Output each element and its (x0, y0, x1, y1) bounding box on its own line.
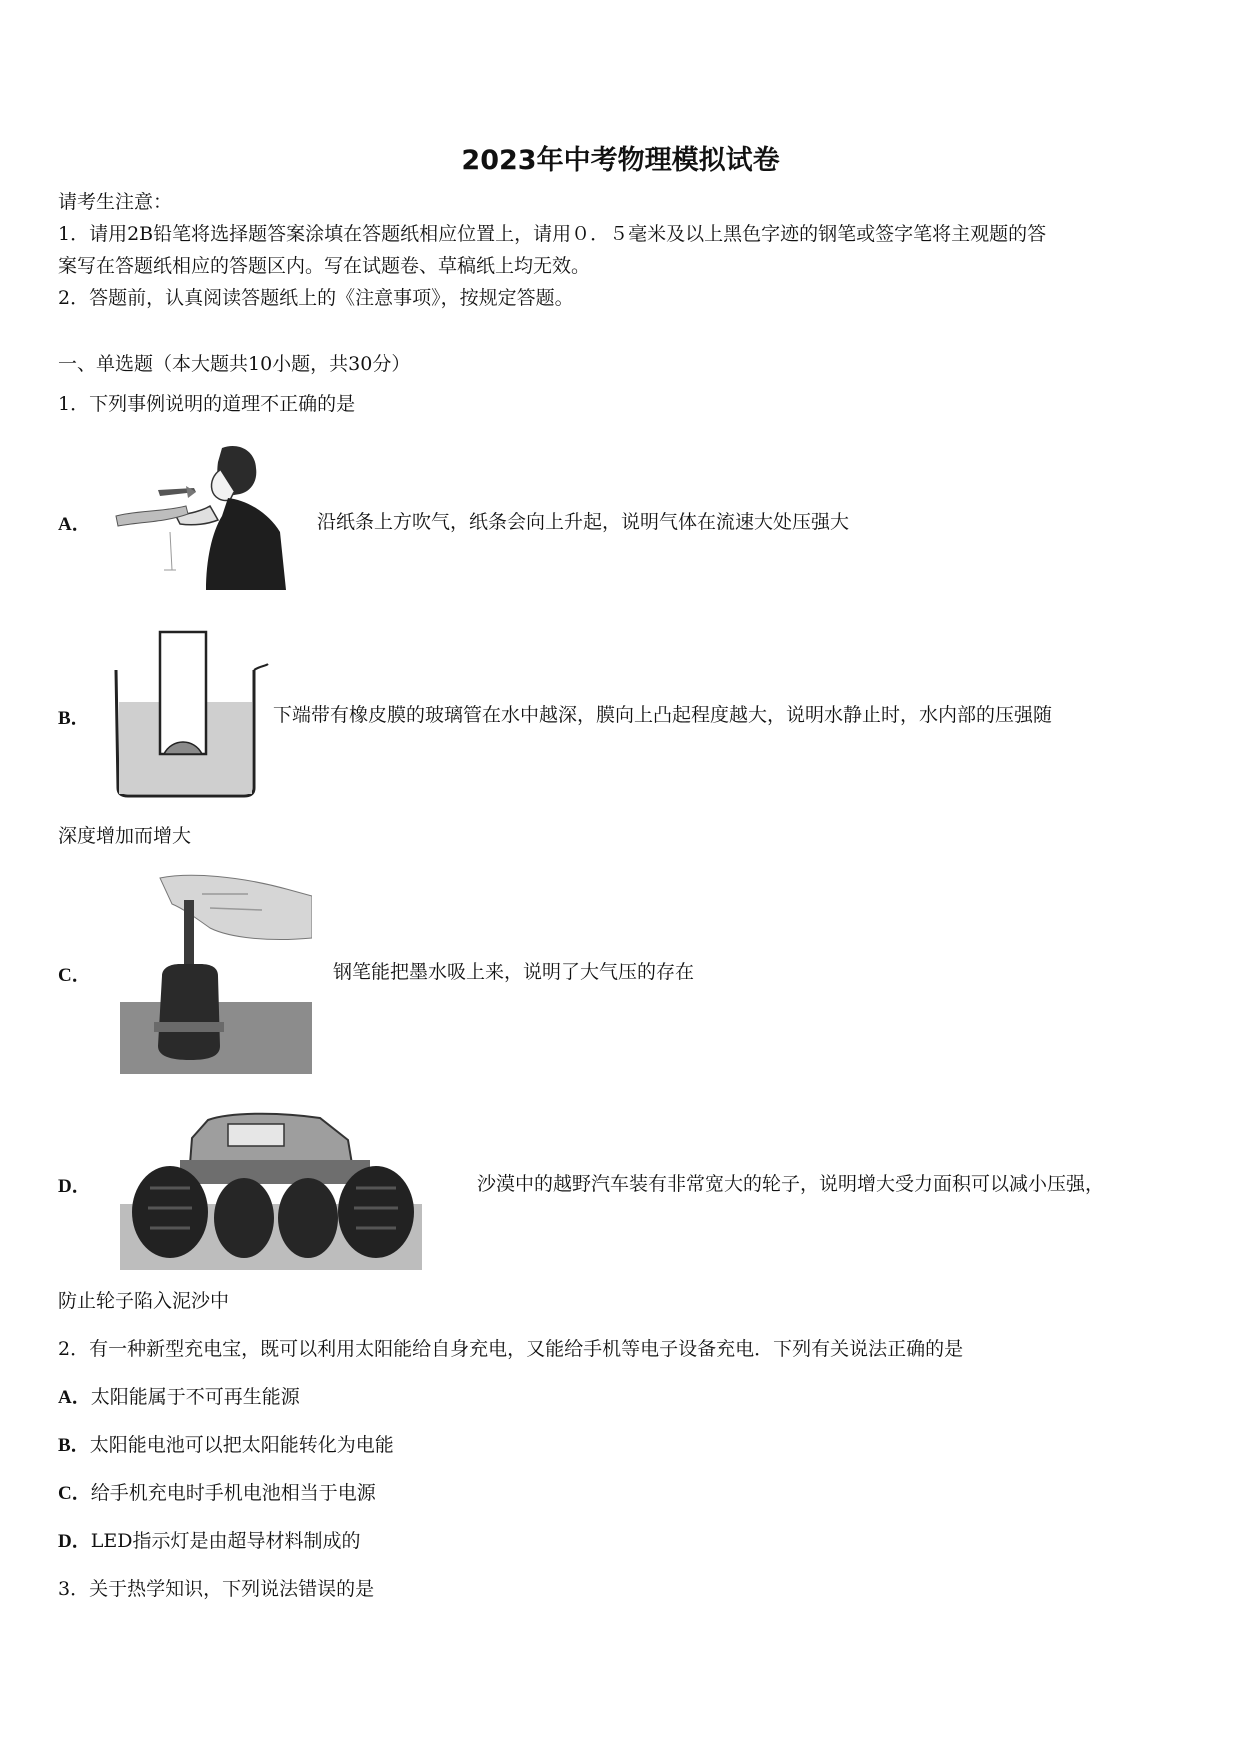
q2-option-b (58, 1433, 394, 1458)
q1-option-d-text: 沙漠中的越野汽车装有非常宽大的轮子，说明增大受力面积可以减小压强， (477, 1173, 1105, 1195)
section-heading: 一、单选题（本大题共10小题，共30分） (58, 353, 411, 375)
page-title: 2023年中考物理模拟试卷 (461, 145, 780, 176)
notice-item-1-line-1: 1．请用2B铅笔将选择题答案涂填在答题纸相应位置上，请用０．５毫米及以上黑色字迹的钢笔或签字笔将主观题的答 (58, 223, 1047, 245)
notice-item-1-line-2: 案写在答题纸相应的答题区内。写在试题卷、草稿纸上均无效。 (58, 255, 591, 277)
q1-option-c-text: 钢笔能把墨水吸上来，说明了大气压的存在 (333, 961, 695, 983)
notice-heading: 请考生注意： (58, 191, 173, 213)
notice-item-2: 2．答题前，认真阅读答题纸上的《注意事项》，按规定答题。 (58, 287, 574, 309)
blowing-paper-strip-figure (110, 440, 290, 598)
pen-drawing-ink-figure (120, 872, 312, 1074)
q2-option-d-text: LED指示灯是由超导材料制成的 (90, 1530, 361, 1552)
q1-option-a-label: A． (58, 514, 91, 535)
question-3-stem: 3．关于热学知识，下列说法错误的是 (58, 1578, 375, 1600)
q2-option-c (58, 1481, 376, 1506)
q1-option-d-label: D． (58, 1176, 91, 1197)
q2-option-a (58, 1385, 300, 1410)
q2-option-c-text: 给手机充电时手机电池相当于电源 (90, 1482, 376, 1504)
q1-option-a-text: 沿纸条上方吹气，纸条会向上升起，说明气体在流速大处压强大 (317, 511, 850, 533)
q2-option-b-text: 太阳能电池可以把太阳能转化为电能 (89, 1434, 394, 1456)
q2-option-c-label: C． (58, 1483, 91, 1504)
q1-option-b-text-continued: 深度增加而增大 (58, 825, 192, 847)
off-road-vehicle-figure (120, 1108, 422, 1270)
question-2-stem: 2．有一种新型充电宝，既可以利用太阳能给自身充电，又能给手机等电子设备充电．下列有关说法正确的是 (58, 1338, 964, 1360)
glass-tube-in-water-figure (108, 630, 270, 800)
q1-option-b-text: 下端带有橡皮膜的玻璃管在水中越深，膜向上凸起程度越大，说明水静止时，水内部的压强随 (273, 704, 1053, 726)
q2-option-a-label: A． (58, 1387, 91, 1408)
q1-option-d-text-continued: 防止轮子陷入泥沙中 (58, 1290, 230, 1312)
q2-option-d-label: D． (58, 1531, 91, 1552)
q2-option-d (58, 1529, 360, 1554)
q1-option-b-label: B． (58, 708, 90, 729)
q2-option-b-label: B． (58, 1435, 90, 1456)
q1-option-c-label: C． (58, 965, 91, 986)
question-1-stem: 1．下列事例说明的道理不正确的是 (58, 393, 356, 415)
q2-option-a-text: 太阳能属于不可再生能源 (90, 1386, 300, 1408)
